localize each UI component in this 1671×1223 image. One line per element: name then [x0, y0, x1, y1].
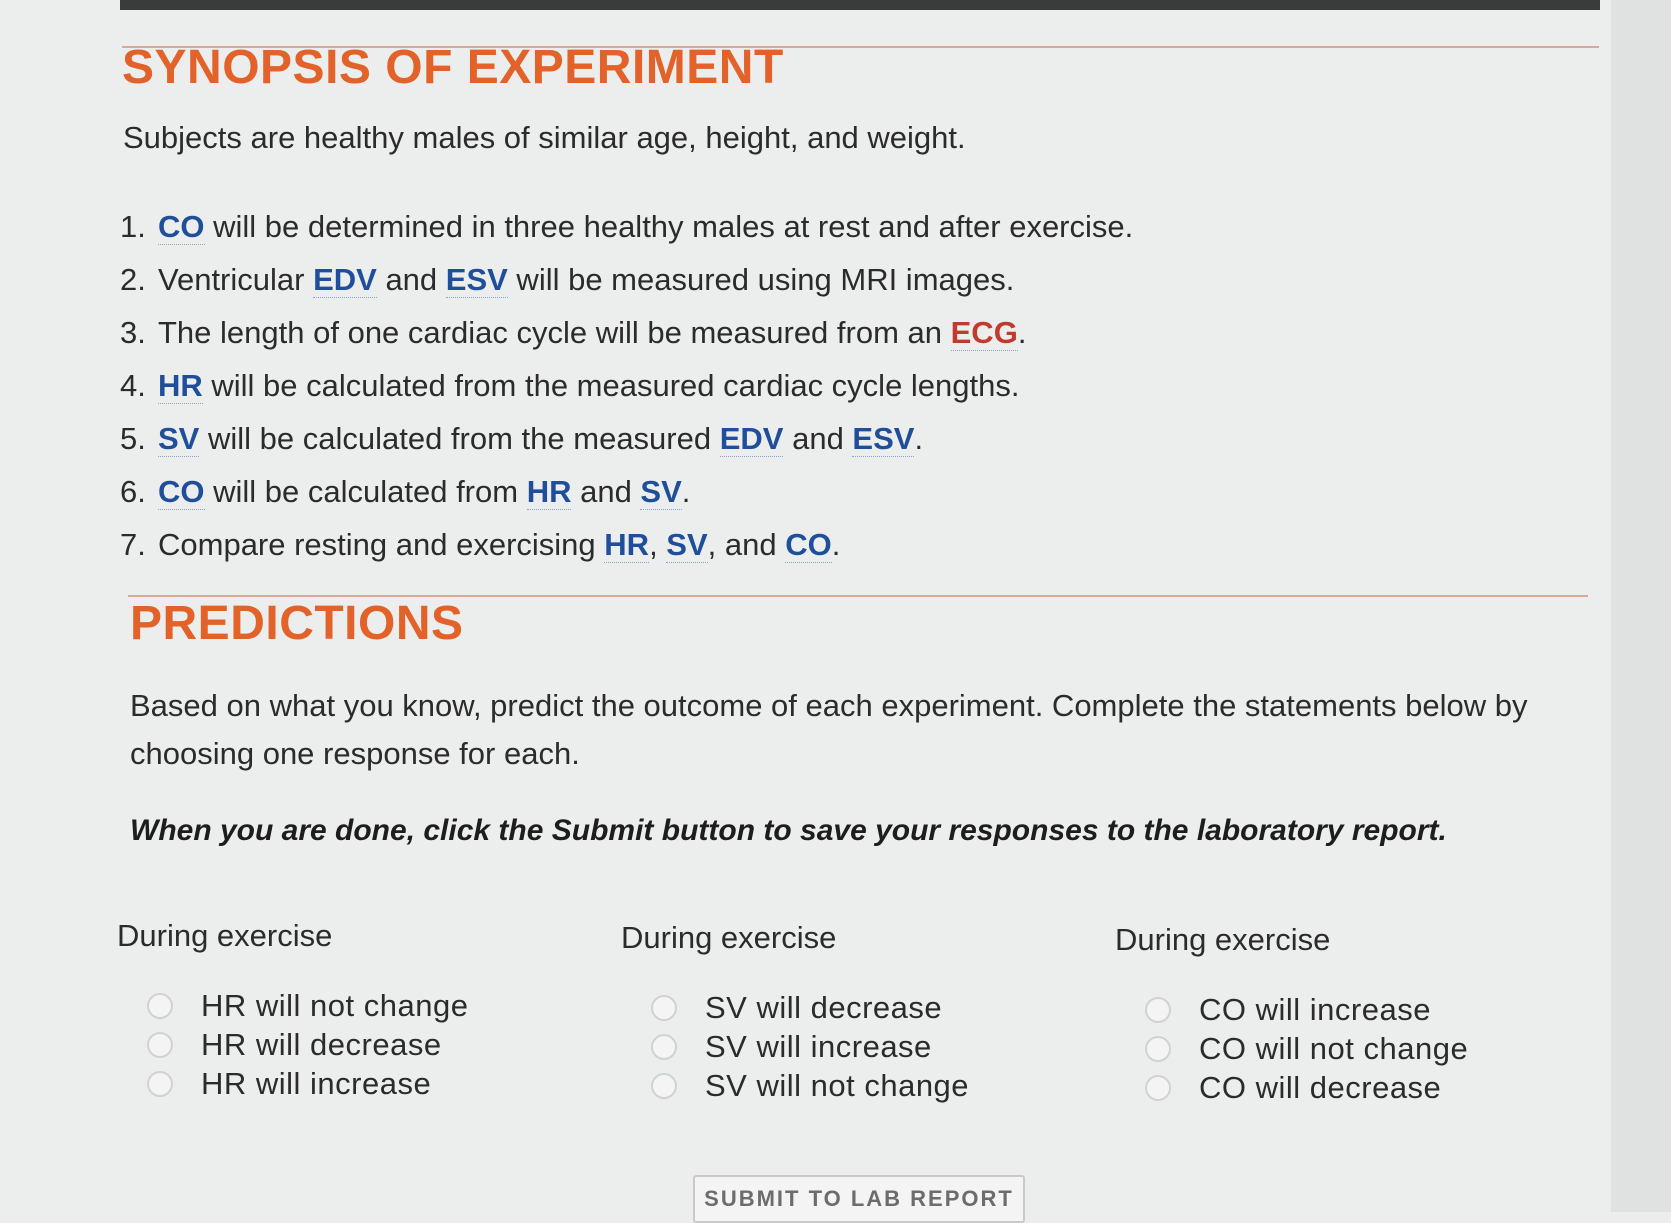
- option-hr-not-change[interactable]: [147, 986, 468, 1025]
- glossary-term-link[interactable]: ESV: [445, 262, 508, 297]
- glossary-term-link[interactable]: SV: [666, 527, 708, 562]
- step-number: 5.: [120, 421, 146, 456]
- glossary-term-link[interactable]: CO: [158, 209, 205, 244]
- option-label: CO will increase: [1199, 991, 1431, 1027]
- step-number: 1.: [120, 209, 146, 244]
- glossary-term-link[interactable]: CO: [785, 527, 832, 562]
- option-hr-increase[interactable]: [147, 1064, 468, 1103]
- prediction-group-hr: [117, 918, 468, 1103]
- glossary-term-link[interactable]: HR: [158, 368, 203, 403]
- radio-button[interactable]: [1145, 1075, 1171, 1101]
- glossary-term-link[interactable]: SV: [640, 474, 682, 509]
- group-label: During exercise: [621, 920, 837, 955]
- step-number: 4.: [120, 368, 146, 403]
- step-text: .: [681, 474, 691, 509]
- option-label: CO will decrease: [1199, 1069, 1442, 1105]
- option-label: HR will increase: [201, 1065, 432, 1101]
- submit-to-lab-report-button[interactable]: SUBMIT TO LAB REPORT: [693, 1175, 1025, 1223]
- synopsis-step: [120, 200, 1133, 253]
- glossary-term-link[interactable]: ECG: [950, 315, 1018, 350]
- step-number: 2.: [120, 262, 146, 297]
- step-text: .: [914, 421, 924, 456]
- option-label: CO will not change: [1199, 1030, 1469, 1066]
- predictions-text: Based on what you know, predict the outcome of each experiment. Complete the statements below by choosing one response for each.: [130, 688, 1528, 771]
- submit-instruction: When you are done, click the Submit button to save your responses to the laboratory report.: [130, 814, 1447, 847]
- option-label: HR will decrease: [201, 1026, 442, 1062]
- synopsis-step: [120, 306, 1133, 359]
- radio-button[interactable]: [651, 1034, 677, 1060]
- glossary-term-link[interactable]: HR: [604, 527, 650, 562]
- step-number: 7.: [120, 527, 146, 562]
- option-co-decrease[interactable]: [1145, 1068, 1468, 1107]
- step-number: 6.: [120, 474, 146, 509]
- step-text: and: [783, 421, 853, 456]
- step-text: and: [376, 262, 446, 297]
- glossary-term-link[interactable]: EDV: [719, 421, 784, 456]
- predictions-heading: PREDICTIONS: [130, 597, 464, 650]
- step-text: will be measured using MRI images.: [507, 262, 1015, 297]
- synopsis-step: [120, 359, 1133, 412]
- synopsis-step: [120, 253, 1133, 306]
- step-text: will be calculated from the measured cardiac cycle lengths.: [202, 368, 1020, 403]
- step-text: ,: [649, 527, 667, 562]
- synopsis-step: [120, 465, 1133, 518]
- option-label: SV will decrease: [705, 989, 943, 1025]
- group-label: During exercise: [117, 918, 333, 953]
- radio-button[interactable]: [651, 1073, 677, 1099]
- page-edge: [1611, 0, 1671, 1212]
- step-text: will be calculated from the measured: [199, 421, 720, 456]
- glossary-term-link[interactable]: SV: [158, 421, 200, 456]
- radio-button[interactable]: [1145, 1036, 1171, 1062]
- radio-button[interactable]: [651, 995, 677, 1021]
- synopsis-step: [120, 412, 1133, 465]
- prediction-group-co: [1115, 922, 1468, 1107]
- option-sv-decrease[interactable]: [651, 988, 969, 1027]
- radio-button[interactable]: [147, 993, 173, 1019]
- step-number: 3.: [120, 315, 146, 350]
- step-text: Ventricular: [158, 262, 314, 297]
- step-text: , and: [707, 527, 786, 562]
- top-bar: [120, 0, 1600, 10]
- option-sv-increase[interactable]: [651, 1027, 969, 1066]
- option-hr-decrease[interactable]: [147, 1025, 468, 1064]
- radio-button[interactable]: [147, 1032, 173, 1058]
- step-text: will be determined in three healthy males at rest and after exercise.: [204, 209, 1134, 244]
- option-sv-not-change[interactable]: [651, 1066, 969, 1105]
- step-text: The length of one cardiac cycle will be measured from an: [158, 315, 951, 350]
- glossary-term-link[interactable]: HR: [526, 474, 572, 509]
- glossary-term-link[interactable]: CO: [158, 474, 205, 509]
- option-label: SV will not change: [705, 1067, 970, 1103]
- prediction-group-sv: [621, 920, 969, 1105]
- option-label: SV will increase: [705, 1028, 932, 1064]
- step-text: and: [571, 474, 641, 509]
- synopsis-step: [120, 518, 1133, 571]
- option-co-increase[interactable]: [1145, 990, 1468, 1029]
- step-text: will be calculated from: [204, 474, 527, 509]
- group-label: During exercise: [1115, 922, 1331, 957]
- synopsis-heading: SYNOPSIS OF EXPERIMENT: [122, 41, 784, 94]
- synopsis-intro: Subjects are healthy males of similar age, height, and weight.: [123, 120, 966, 155]
- option-label: HR will not change: [201, 987, 469, 1023]
- synopsis-steps: [120, 200, 1133, 571]
- step-text: .: [831, 527, 841, 562]
- option-co-not-change[interactable]: [1145, 1029, 1468, 1068]
- glossary-term-link[interactable]: EDV: [313, 262, 377, 297]
- step-text: Compare resting and exercising: [158, 527, 605, 562]
- radio-button[interactable]: [147, 1071, 173, 1097]
- radio-button[interactable]: [1145, 997, 1171, 1023]
- step-text: .: [1017, 315, 1027, 350]
- glossary-term-link[interactable]: ESV: [852, 421, 915, 456]
